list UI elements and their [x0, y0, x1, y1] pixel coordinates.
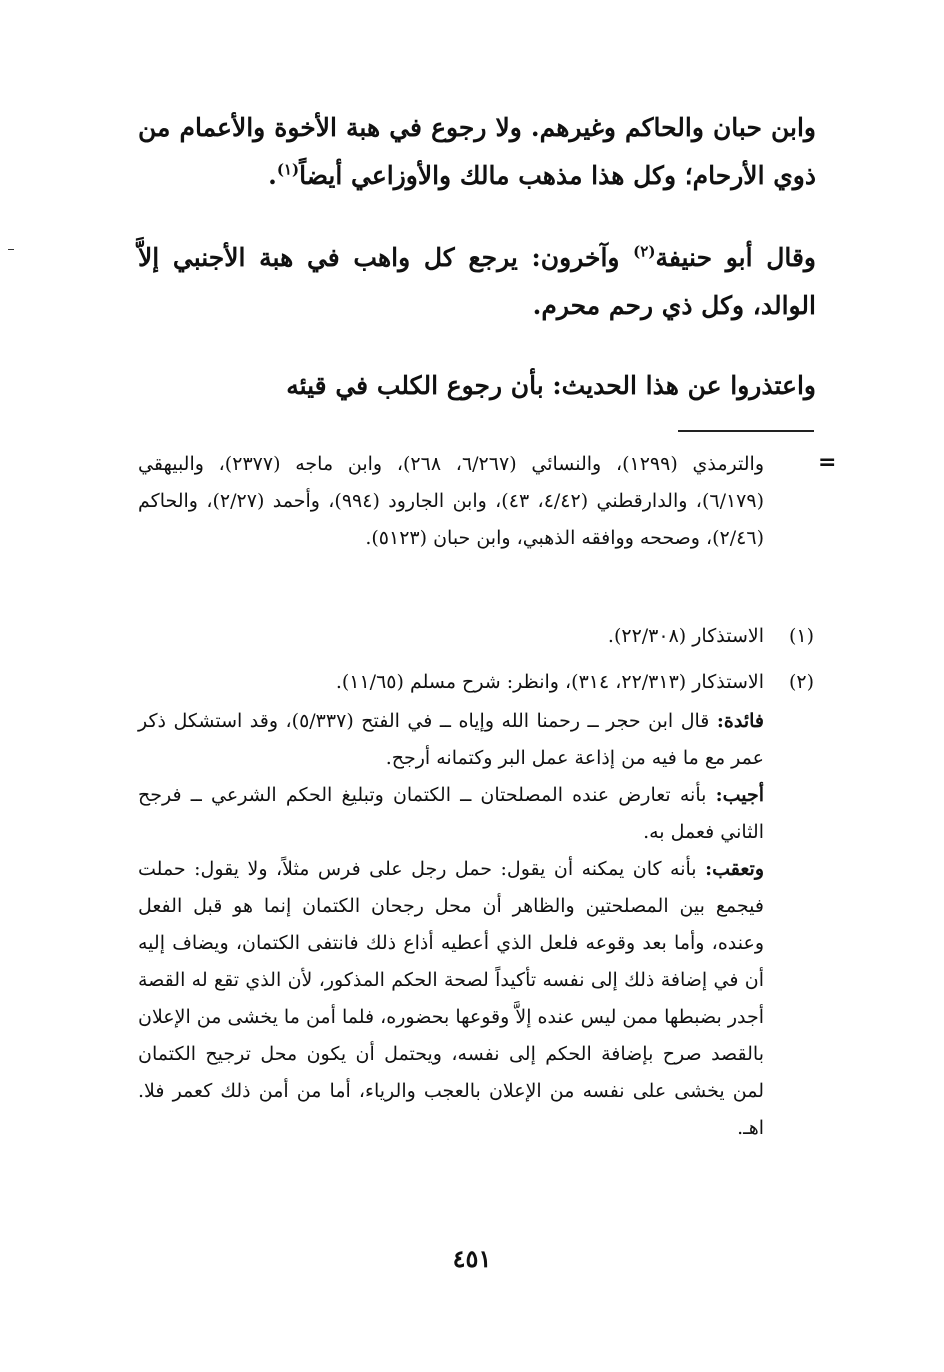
faida-label: فائدة:	[716, 710, 764, 732]
faida-text: قال ابن حجر ــ رحمنا الله وإياه ــ في الفتح (٥/٣٣٧)، وقد استشكل ذكر عمر مع ما فيه من إذاعة عمل البر وكتمانه أرجح.	[138, 710, 764, 769]
taaqqub-label: وتعقب:	[705, 858, 764, 880]
footnote-2-text: الاستذكار (٢٢/٣١٣، ٣١٤)، وانظر: شرح مسلم (١١/٦٥).	[335, 671, 764, 693]
para3-text: واعتذروا عن هذا الحديث: بأن رجوع الكلب في قيئه	[286, 371, 816, 400]
ujib-block	[138, 777, 764, 851]
footnote-separator	[678, 430, 814, 432]
para1-text: وابن حبان والحاكم وغيرهم. ولا رجوع في هبة الأخوة والأعمام من ذوي الأرحام؛ وكل هذا مذهب مالك والأوزاعي أيضاً	[138, 113, 816, 190]
main-paragraph-2	[138, 234, 816, 330]
taaqqub-block	[138, 851, 764, 1147]
para2-rest: وآخرون: يرجع كل واهب في هبة الأجنبي إلاَّ الوالد، وكل ذي رحم محرم.	[138, 243, 816, 320]
footnote-1-text: الاستذكار (٢٢/٣٠٨).	[607, 625, 764, 647]
ujib-text: بأنه تعارض عنده المصلحتان ــ الكتمان وتبليغ الحكم الشرعي ــ فرجح الثاني فعمل به.	[138, 784, 764, 843]
footnote-2-number: (٢)	[788, 671, 814, 693]
main-paragraph-3	[138, 362, 816, 410]
para2-start: وقال أبو حنيفة	[655, 243, 817, 272]
taaqqub-text: بأنه كان يمكنه أن يقول: حمل رجل على فرس مثلاً، ولا يقول: حملت فيجمع بين المصلحتين والظاهر أن محل رجحان الكتمان إنما هو قبل الفعل وعنده، وأما بعد وقوعه فلعل الذي أعطيه أذاع ذلك فانتفى الكتمان، ويضاف إليه أن في إضافة ذلك إلى نفسه تأكيداً لصحة الحكم المذكور، لأن الذي تقع له القصة أجدر بضبطها ممن ليس عنده إلاَّ وقوعها بحضوره، فلما أمن ما يخشى من الإعلان بالقصد صرح بإضافة الحكم إلى نفسه، ويحتمل أن يكون محل ترجيح الكتمان لمن يخشى على نفسه من الإعلان بالعجب والرياء، أما من أمن ذلك كعمر فلا. اهـ.	[138, 858, 764, 1139]
footnote-1	[138, 618, 814, 655]
ujib-label: أجيب:	[715, 784, 764, 806]
footnote-ref-2[interactable]: (٢)	[633, 242, 656, 261]
para1-end: .	[268, 161, 277, 190]
footnote-2-body	[138, 703, 764, 1147]
footnote-ref-1[interactable]: (١)	[276, 160, 300, 179]
footnote-2	[138, 664, 814, 701]
continuation-mark: =	[818, 450, 837, 475]
page-number: ٤٥١	[452, 1244, 492, 1273]
margin-mark	[8, 249, 14, 250]
footnote-1-number: (١)	[788, 625, 814, 647]
main-paragraph-1	[138, 104, 816, 200]
faida-block	[138, 703, 764, 777]
footnote-continuation: والترمذي (١٢٩٩)، والنسائي (٦/٢٦٧، ٢٦٨)، وابن ماجه (٢٣٧٧)، والبيهقي (٦/١٧٩)، والدارقطني (٤/٤٢، ٤٣)، وابن الجارود (٩٩٤)، وأحمد (٢/٢٧)، والحاكم (٢/٤٦)، وصححه ووافقه الذهبي، وابن حبان (٥١٢٣).	[138, 453, 765, 549]
